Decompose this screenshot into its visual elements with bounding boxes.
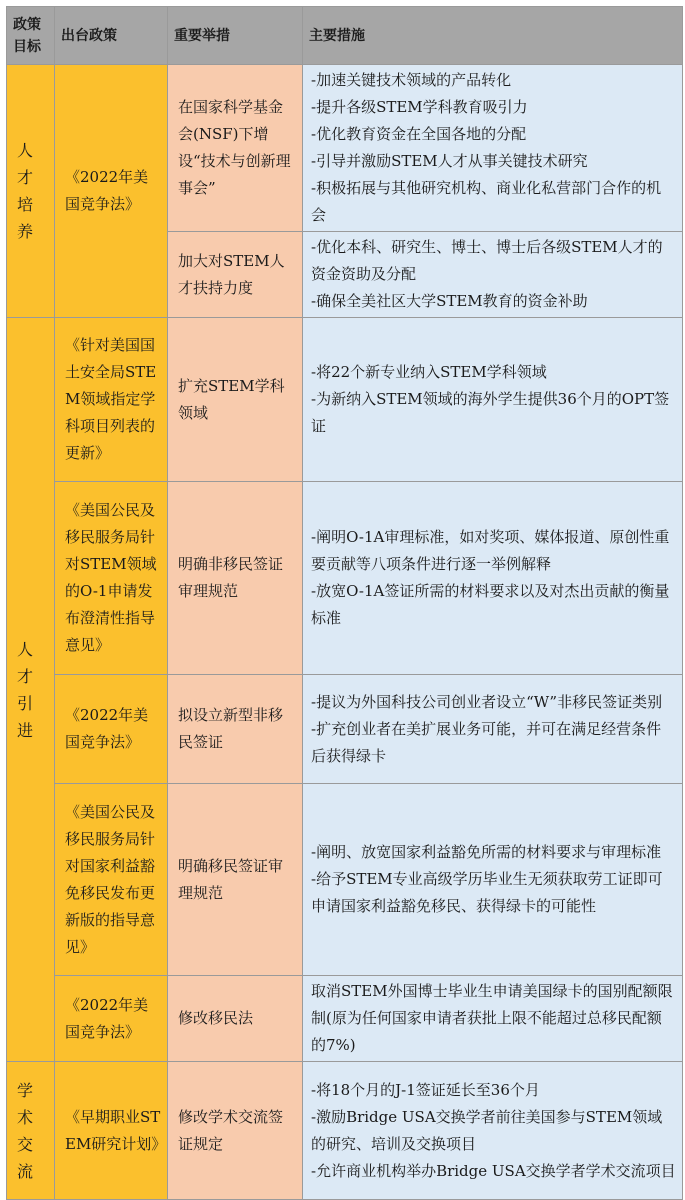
header-detail: 主要措施 <box>303 7 683 65</box>
detail-cell <box>303 318 683 482</box>
detail-item: -给予STEM专业高级学历毕业生无须获取劳工证即可申请国家利益豁免移民、获得绿卡的可能性 <box>311 870 663 915</box>
policy-cell: 《2022年美国竞争法》 <box>55 675 168 784</box>
table-row <box>7 675 683 784</box>
detail-cell <box>303 232 683 318</box>
measure-cell: 明确移民签证审理规范 <box>168 784 303 976</box>
header-measure: 重要举措 <box>168 7 303 65</box>
detail-cell <box>303 482 683 675</box>
measure-cell: 明确非移民签证审理规范 <box>168 482 303 675</box>
measure-cell: 扩充STEM学科领域 <box>168 318 303 482</box>
detail-item: -放宽O-1A签证所需的材料要求以及对杰出贡献的衡量标准 <box>311 582 670 627</box>
measure-cell: 修改移民法 <box>168 976 303 1062</box>
table-row <box>7 65 683 232</box>
detail-item: -阐明、放宽国家利益豁免所需的材料要求与审理标准 <box>311 843 662 861</box>
detail-item: 取消STEM外国博士毕业生申请美国绿卡的国别配额限制(原为任何国家申请者获批上限不能超过总移民配额的7%) <box>311 982 673 1054</box>
detail-item: -积极拓展与其他研究机构、商业化私营部门合作的机会 <box>311 179 662 224</box>
detail-item: -激励Bridge USA交换学者前往美国参与STEM领域的研究、培训及交换项目 <box>311 1107 663 1153</box>
policy-cell: 《2022年美国竞争法》 <box>55 976 168 1062</box>
table-row <box>7 482 683 675</box>
measure-cell: 修改学术交流签证规定 <box>168 1062 303 1200</box>
detail-item: -优化本科、研究生、博士、博士后各级STEM人才的资金资助及分配 <box>311 238 663 283</box>
policy-cell: 《2022年美国竞争法》 <box>55 65 168 318</box>
policy-cell: 《美国公民及移民服务局针对国家利益豁免移民发布更新版的指导意见》 <box>55 784 168 976</box>
policy-cell: 《美国公民及移民服务局针对STEM领域的O-1申请发布澄清性指导意见》 <box>55 482 168 675</box>
policy-table <box>6 6 683 1200</box>
measure-cell: 加大对STEM人才扶持力度 <box>168 232 303 318</box>
detail-item: -引导并激励STEM人才从事关键技术研究 <box>311 152 588 170</box>
detail-cell <box>303 1062 683 1200</box>
detail-item: -提议为外国科技公司创业者设立“W”非移民签证类别 <box>311 692 663 711</box>
detail-item: -阐明O-1A审理标准，如对奖项、媒体报道、原创性重要贡献等八项条件进行逐一举例解释 <box>311 528 670 573</box>
header-goal: 政策目标 <box>7 7 55 65</box>
goal-academic-exchange: 学 术 交 流 <box>7 1062 55 1200</box>
detail-cell <box>303 65 683 232</box>
header-policy: 出台政策 <box>55 7 168 65</box>
table-row <box>7 976 683 1062</box>
detail-item: -将22个新专业纳入STEM学科领域 <box>311 363 547 381</box>
goal-talent-attraction: 人 才 引 进 <box>7 318 55 1062</box>
policy-cell: 《早期职业STEM研究计划》 <box>55 1062 168 1200</box>
detail-item: -为新纳入STEM领域的海外学生提供36个月的OPT签证 <box>311 390 670 435</box>
measure-cell: 在国家科学基金会(NSF)下增设“技术与创新理事会” <box>168 65 303 232</box>
detail-cell <box>303 784 683 976</box>
table-row <box>7 318 683 482</box>
detail-item: -提升各级STEM学科教育吸引力 <box>311 98 528 116</box>
table-row <box>7 1062 683 1200</box>
header-row <box>7 7 683 65</box>
measure-cell: 拟设立新型非移民签证 <box>168 675 303 784</box>
table-row <box>7 784 683 976</box>
detail-item: -扩充创业者在美扩展业务可能，并可在满足经营条件后获得绿卡 <box>311 719 662 765</box>
detail-item: -将18个月的J-1签证延长至36个月 <box>311 1080 540 1099</box>
detail-item: -确保全美社区大学STEM教育的资金补助 <box>311 292 588 310</box>
detail-item: -允许商业机构举办Bridge USA交换学者学术交流项目 <box>311 1161 676 1180</box>
goal-talent-training: 人 才 培 养 <box>7 65 55 318</box>
detail-cell <box>303 976 683 1062</box>
policy-cell: 《针对美国国土安全局STEM领域指定学科项目列表的更新》 <box>55 318 168 482</box>
detail-item: -加速关键技术领域的产品转化 <box>311 71 512 89</box>
detail-cell <box>303 675 683 784</box>
detail-item: -优化教育资金在全国各地的分配 <box>311 125 527 143</box>
